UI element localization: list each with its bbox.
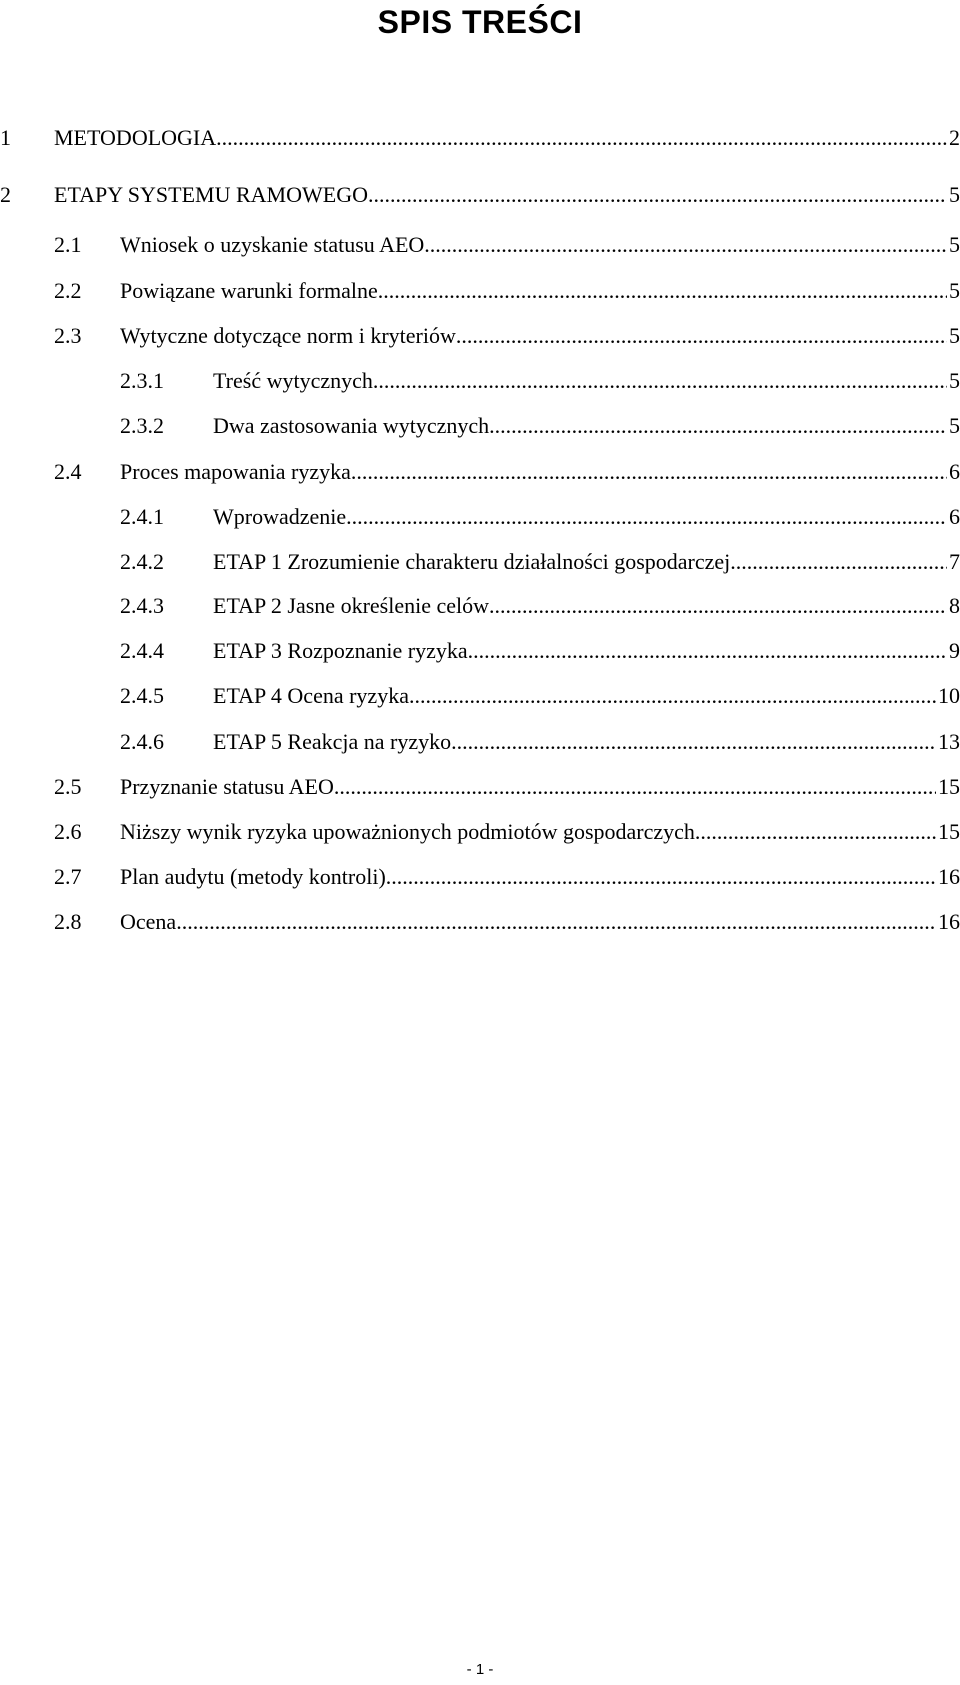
- toc-entry-page: 13: [938, 729, 960, 754]
- toc-entry-title: ETAP 1 Zrozumienie charakteru działalności gospodarczej: [213, 549, 731, 574]
- toc-leader-dots: [424, 230, 947, 260]
- toc-entry-title: Ocena: [120, 909, 177, 934]
- toc-entry-page: 6: [949, 504, 960, 529]
- toc-entry-page: 16: [938, 909, 960, 934]
- toc-entry-number: 2.4.6: [120, 729, 164, 754]
- toc-entry-number: 2.4: [54, 459, 82, 484]
- toc-entry[interactable]: [0, 411, 960, 441]
- toc-entry-page: 5: [949, 323, 960, 348]
- toc-entry-page: 6: [949, 459, 960, 484]
- toc-entry-number: 2.6: [54, 819, 82, 844]
- toc-entry-number: 1: [0, 125, 11, 150]
- toc-entry-number: 2.7: [54, 864, 82, 889]
- toc-entry[interactable]: [0, 907, 960, 937]
- toc-entry-number: 2.3.1: [120, 368, 164, 393]
- toc-entry-number: 2.3.2: [120, 413, 164, 438]
- toc-entry[interactable]: [0, 276, 960, 306]
- toc-entry[interactable]: [0, 591, 960, 621]
- toc-entry-page: 5: [949, 413, 960, 438]
- toc-entry[interactable]: [0, 123, 960, 153]
- toc-leader-dots: [346, 502, 947, 532]
- toc-entry[interactable]: [0, 321, 960, 351]
- toc-leader-dots: [451, 727, 936, 757]
- toc-entry-title: Wprowadzenie: [213, 504, 347, 529]
- toc-entry-number: 2: [0, 182, 11, 207]
- toc-entry[interactable]: [0, 817, 960, 847]
- toc-entry-page: 2: [949, 125, 960, 150]
- toc-entry-title: Niższy wynik ryzyka upoważnionych podmiotów gospodarczych: [120, 819, 695, 844]
- toc-entry-page: 15: [938, 774, 960, 799]
- toc-entry-number: 2.1: [54, 232, 82, 257]
- toc-entry-page: 16: [938, 864, 960, 889]
- toc-entry-number: 2.8: [54, 909, 82, 934]
- toc-entry-title: Wniosek o uzyskanie statusu AEO: [120, 232, 425, 257]
- toc-entry-title: ETAP 4 Ocena ryzyka: [213, 683, 409, 708]
- toc-leader-dots: [378, 276, 947, 306]
- toc-entry-number: 2.4.4: [120, 638, 164, 663]
- toc-leader-dots: [489, 591, 947, 621]
- toc-entry[interactable]: [0, 180, 960, 210]
- toc-entry-title: ETAP 5 Reakcja na ryzyko: [213, 729, 452, 754]
- toc-entry-page: 5: [949, 368, 960, 393]
- toc-entry[interactable]: [0, 727, 960, 757]
- toc-entry[interactable]: [0, 230, 960, 260]
- toc-entry-title: Dwa zastosowania wytycznych: [213, 413, 490, 438]
- page-title: SPIS TREŚCI: [377, 4, 583, 40]
- toc-entry[interactable]: [0, 636, 960, 666]
- toc-leader-dots: [468, 636, 947, 666]
- toc-leader-dots: [386, 862, 936, 892]
- toc-entry-number: 2.4.1: [120, 504, 164, 529]
- toc-entry[interactable]: [0, 457, 960, 487]
- toc-leader-dots: [456, 321, 947, 351]
- toc-entry-title: ETAP 3 Rozpoznanie ryzyka: [213, 638, 468, 663]
- toc-entry[interactable]: [0, 502, 960, 532]
- toc-entry-title: Proces mapowania ryzyka: [120, 459, 351, 484]
- toc-entry-number: 2.2: [54, 278, 82, 303]
- toc-leader-dots: [730, 547, 947, 577]
- toc-entry-page: 8: [949, 593, 960, 618]
- toc-leader-dots: [695, 817, 936, 847]
- toc-entry-title: Treść wytycznych: [213, 368, 373, 393]
- toc-entry-number: 2.4.5: [120, 683, 164, 708]
- toc-leader-dots: [176, 907, 936, 937]
- toc-leader-dots: [351, 457, 947, 487]
- toc-leader-dots: [368, 180, 947, 210]
- toc-entry-number: 2.5: [54, 774, 82, 799]
- toc-entry[interactable]: [0, 547, 960, 577]
- toc-entry[interactable]: [0, 366, 960, 396]
- toc-entry-title: Powiązane warunki formalne: [120, 278, 378, 303]
- toc-entry-page: 5: [949, 232, 960, 257]
- toc-entry-page: 5: [949, 278, 960, 303]
- page-number-footer: - 1 -: [466, 1661, 494, 1678]
- toc-leader-dots: [489, 411, 947, 441]
- toc-entry-page: 15: [938, 819, 960, 844]
- toc-entry[interactable]: [0, 681, 960, 711]
- toc-entry-page: 9: [949, 638, 960, 663]
- toc-leader-dots: [216, 123, 947, 153]
- toc-entry-number: 2.4.3: [120, 593, 164, 618]
- toc-entry-page: 5: [949, 182, 960, 207]
- toc-leader-dots: [334, 772, 936, 802]
- toc-entry[interactable]: [0, 862, 960, 892]
- toc-entry-page: 7: [949, 549, 960, 574]
- toc-entry[interactable]: [0, 772, 960, 802]
- toc-entry-number: 2.3: [54, 323, 82, 348]
- toc-entry-title: ETAPY SYSTEMU RAMOWEGO: [54, 182, 368, 207]
- toc-entry-title: Wytyczne dotyczące norm i kryteriów: [120, 323, 456, 348]
- toc-entry-title: ETAP 2 Jasne określenie celów: [213, 593, 490, 618]
- toc-entry-number: 2.4.2: [120, 549, 164, 574]
- toc-entry-title: Plan audytu (metody kontroli): [120, 864, 386, 889]
- toc-entry-page: 10: [938, 683, 960, 708]
- toc-entry-title: METODOLOGIA: [54, 125, 217, 150]
- toc-leader-dots: [409, 681, 936, 711]
- toc-leader-dots: [373, 366, 947, 396]
- toc-entry-title: Przyznanie statusu AEO: [120, 774, 334, 799]
